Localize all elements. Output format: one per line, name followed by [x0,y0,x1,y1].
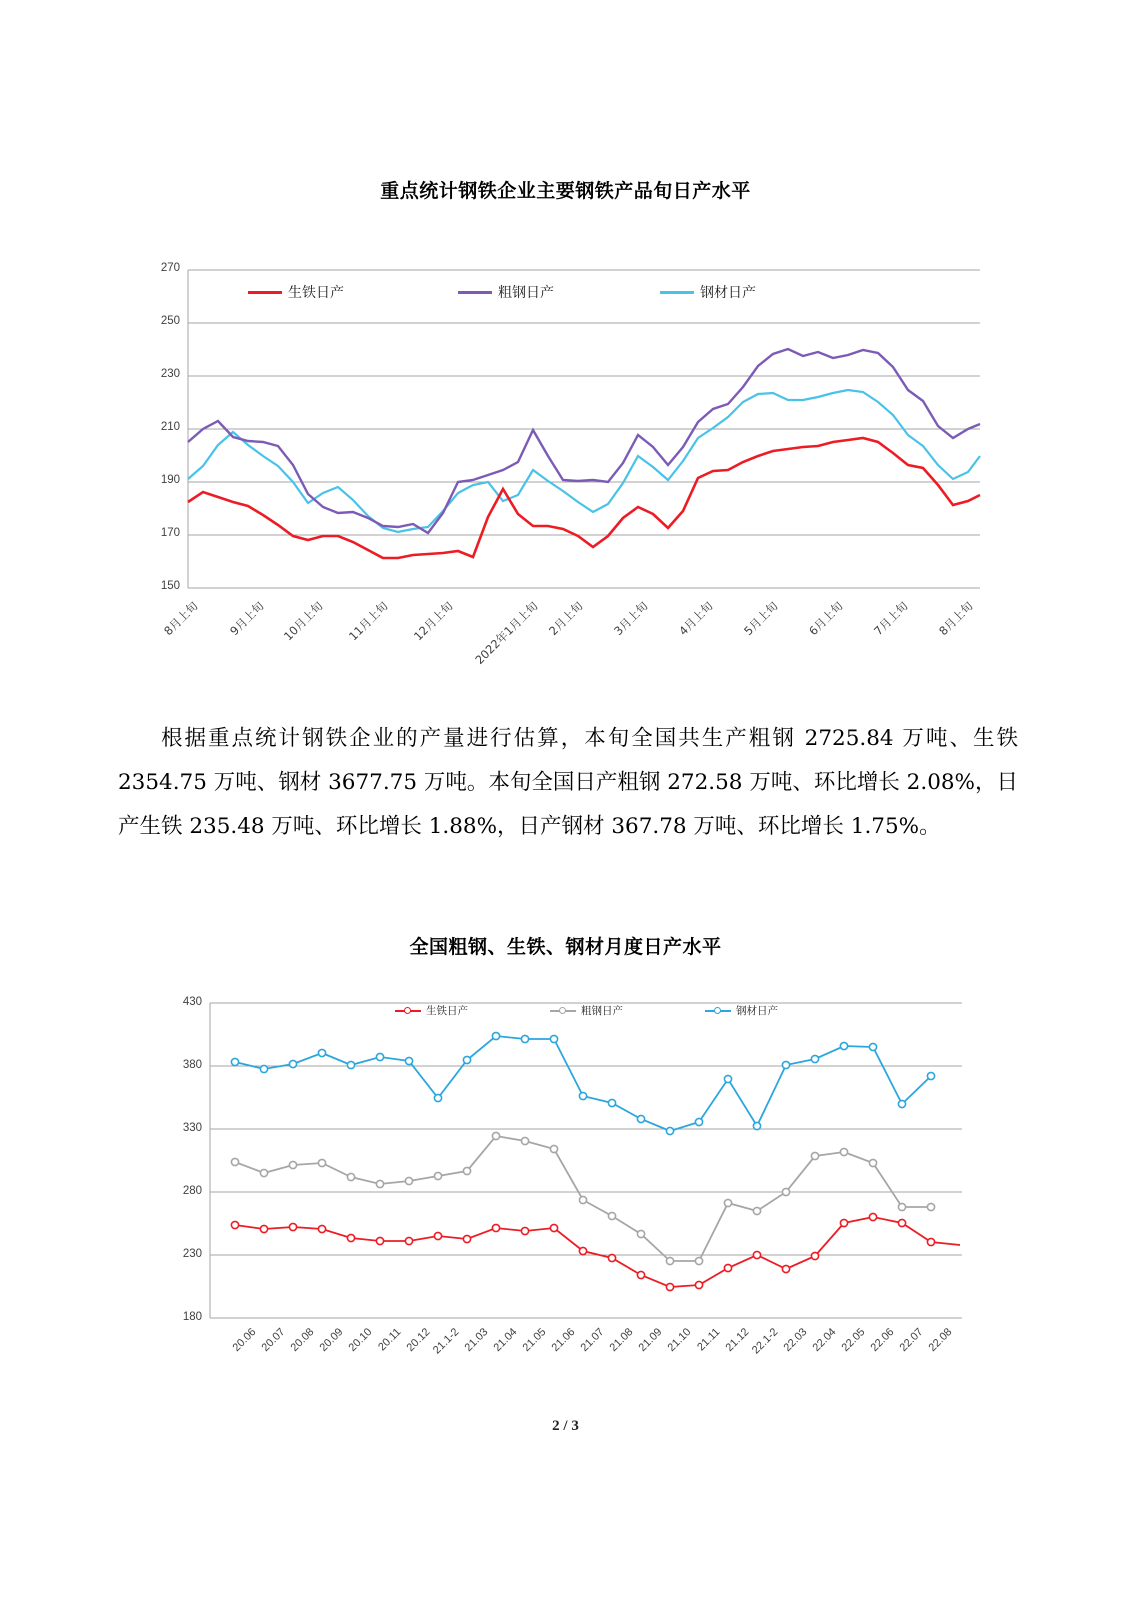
chart2-xtick-2: 20.08 [288,1326,317,1354]
chart2-xtick-24: 22.08 [926,1326,955,1354]
legend2-label-crude-steel: 粗钢日产 [581,1005,623,1017]
chart2-xtick-17: 21.12 [723,1326,752,1354]
chart1-xtick-0: 8月上旬 [161,598,201,639]
chart1-ytick-210: 210 [160,421,180,433]
legend-swatch-pig-iron [248,291,282,294]
chart2-ytick-380: 380 [182,1059,202,1071]
chart1-xtick-12: 8月上旬 [936,598,976,639]
page-number: 2 / 3 [552,1418,579,1434]
chart1-ytick-190: 190 [160,474,180,486]
chart1-xtick-2: 10月上旬 [280,598,326,644]
chart2-xtick-21: 22.05 [839,1326,868,1354]
chart1-legend-steel-products [660,282,756,302]
legend2-swatch-steel-products [705,1010,731,1012]
chart2-xtick-13: 21.08 [607,1326,636,1354]
chart2-markers-pig-iron [231,1213,934,1290]
legend-label-steel-products: 钢材日产 [700,285,756,301]
chart1-xtick-6: 2月上旬 [546,598,586,639]
chart2-xtick-1: 20.07 [259,1326,288,1354]
chart1-legend-crude-steel [458,282,554,302]
chart2-xtick-15: 21.10 [665,1326,694,1354]
chart1-series-pig-iron [188,438,980,558]
legend-swatch-crude-steel [458,291,492,294]
chart2-xtick-16: 21.11 [695,1326,723,1354]
chart1-svg [120,250,990,650]
chart1-xtick-1: 9月上旬 [227,598,267,639]
chart2-svg [150,985,970,1375]
chart2-ytick-180: 180 [182,1311,202,1323]
chart1-xtick-7: 3月上旬 [611,598,651,639]
chart2-legend-pig-iron [395,1003,468,1018]
chart1-ytick-270: 270 [160,262,180,274]
legend2-label-steel-products: 钢材日产 [736,1005,778,1017]
chart1-title: 重点统计钢铁企业主要钢铁产品旬日产水平 [380,180,751,202]
chart2-xtick-7: 21.1-2 [430,1326,462,1357]
chart2-ytick-280: 280 [182,1185,202,1197]
chart2-markers-steel-products [231,1032,934,1134]
chart1-ytick-250: 250 [160,315,180,327]
chart2-xtick-12: 21.07 [578,1326,607,1354]
chart2-xtick-10: 21.05 [520,1326,549,1354]
chart2-xtick-4: 20.10 [346,1326,375,1354]
chart2-title: 全国粗钢、生铁、钢材月度日产水平 [409,936,722,958]
chart2-series-pig-iron [235,1217,960,1287]
chart1-xtick-4: 12月上旬 [410,598,456,644]
chart2-legend-crude-steel [550,1003,623,1018]
chart1-xtick-11: 7月上旬 [871,598,911,639]
chart1-series-steel-products [188,390,980,532]
chart2-xtick-9: 21.04 [491,1326,520,1354]
chart2-markers-crude-steel [231,1132,934,1264]
chart1-xtick-8: 4月上旬 [676,598,716,639]
chart1-legend-pig-iron [248,282,344,302]
chart1-ytick-230: 230 [160,368,180,380]
chart1-xtick-3: 11月上旬 [345,598,391,644]
chart2-xtick-20: 22.04 [810,1326,839,1354]
chart2-series-steel-products [235,1036,931,1131]
chart1-ytick-150: 150 [160,580,180,592]
legend-label-crude-steel: 粗钢日产 [498,285,554,301]
legend2-swatch-crude-steel [550,1010,576,1012]
chart2-ytick-430: 430 [182,996,202,1008]
legend-label-pig-iron: 生铁日产 [288,285,344,301]
chart2-legend-steel-products [705,1003,778,1018]
legend-swatch-steel-products [660,291,694,294]
chart-monthly-daily-output [150,985,970,1375]
body-paragraph: 根据重点统计钢铁企业的产量进行估算，本旬全国共生产粗钢 2725.84 万吨、生铁 2354.75 万吨、钢材 3677.75 万吨。本旬全国日产粗钢 272.58 万吨、环比增长 2.08%，日产生铁 235.48 万吨、环比增长 1.88%，日产钢材 367.78 万吨、环比增长 1.75%。 [118,725,1018,839]
legend2-swatch-pig-iron [395,1010,421,1012]
chart2-xtick-3: 20.09 [317,1326,346,1354]
chart2-xtick-11: 21.06 [549,1326,578,1354]
chart2-ytick-230: 230 [182,1248,202,1260]
chart-decile-daily-output [120,250,990,668]
chart1-xtick-5: 2022年1月上旬 [472,598,541,668]
chart1-ytick-170: 170 [160,527,180,539]
chart2-xtick-19: 22.03 [781,1326,810,1354]
chart2-xtick-5: 20.11 [376,1326,404,1354]
chart2-ytick-330: 330 [182,1122,202,1134]
chart1-xtick-9: 5月上旬 [741,598,781,639]
chart2-xtick-0: 20.06 [230,1326,259,1354]
chart2-xtick-6: 20.12 [404,1326,433,1354]
chart2-xtick-14: 21.09 [636,1326,665,1354]
chart2-xtick-18: 22.1-2 [749,1326,781,1357]
chart2-xtick-22: 22.06 [868,1326,897,1354]
chart1-xtick-10: 6月上旬 [806,598,846,639]
chart2-xtick-23: 22.07 [897,1326,926,1354]
chart2-xtick-8: 21.03 [462,1326,491,1354]
legend2-label-pig-iron: 生铁日产 [426,1005,468,1017]
